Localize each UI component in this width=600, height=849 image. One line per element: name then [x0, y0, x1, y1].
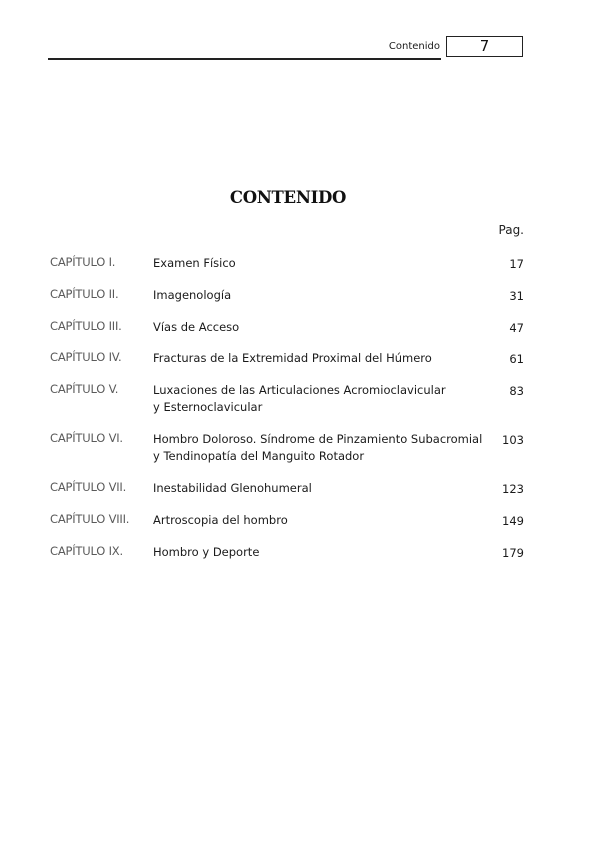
running-header [0, 0, 600, 70]
chapter-page-number: 123 [502, 482, 524, 496]
chapter-page-number: 31 [509, 289, 524, 303]
header-rule [48, 58, 441, 60]
chapter-title: Hombro y Deporte [153, 545, 260, 559]
page-number: 7 [446, 36, 523, 57]
chapter-title: Vías de Acceso [153, 320, 240, 334]
toc-entry [0, 382, 600, 418]
chapter-page-number: 47 [509, 321, 524, 335]
chapter-page-number: 103 [502, 433, 524, 447]
chapter-label: CAPÍTULO I. [50, 255, 116, 269]
toc-entry [0, 544, 600, 580]
chapter-label: CAPÍTULO VI. [50, 431, 123, 445]
toc-entry [0, 350, 600, 386]
chapter-label: CAPÍTULO VII. [50, 480, 127, 494]
page-title: CONTENIDO [229, 188, 347, 207]
chapter-title: Fracturas de la Extremidad Proximal del Húmero [153, 351, 432, 365]
chapter-title: Artroscopia del hombro [153, 513, 288, 527]
chapter-page-number: 149 [502, 514, 524, 528]
chapter-label: CAPÍTULO VIII. [50, 512, 130, 526]
chapter-page-number: 83 [509, 384, 524, 398]
toc-entry [0, 287, 600, 323]
chapter-title: Luxaciones de las Articulaciones Acromioclavicular y Esternoclavicular [153, 383, 446, 414]
toc-entry [0, 480, 600, 516]
chapter-label: CAPÍTULO III. [50, 319, 122, 333]
chapter-title: Inestabilidad Glenohumeral [153, 481, 312, 495]
chapter-label: CAPÍTULO II. [50, 287, 119, 301]
page-column-label: Pag. [498, 223, 524, 237]
chapter-page-number: 17 [509, 257, 524, 271]
chapter-page-number: 61 [509, 352, 524, 366]
chapter-label: CAPÍTULO V. [50, 382, 119, 396]
running-header-label: Contenido [388, 41, 440, 52]
chapter-label: CAPÍTULO IV. [50, 350, 122, 364]
chapter-title: Hombro Doloroso. Síndrome de Pinzamiento Subacromial y Tendinopatía del Manguito Rotador [153, 432, 483, 463]
toc-entry [0, 431, 600, 467]
chapter-title: Imagenología [153, 288, 232, 302]
chapter-title: Examen Físico [153, 256, 236, 270]
chapter-page-number: 179 [502, 546, 524, 560]
toc-entry [0, 255, 600, 291]
chapter-label: CAPÍTULO IX. [50, 544, 123, 558]
toc-entry [0, 512, 600, 548]
